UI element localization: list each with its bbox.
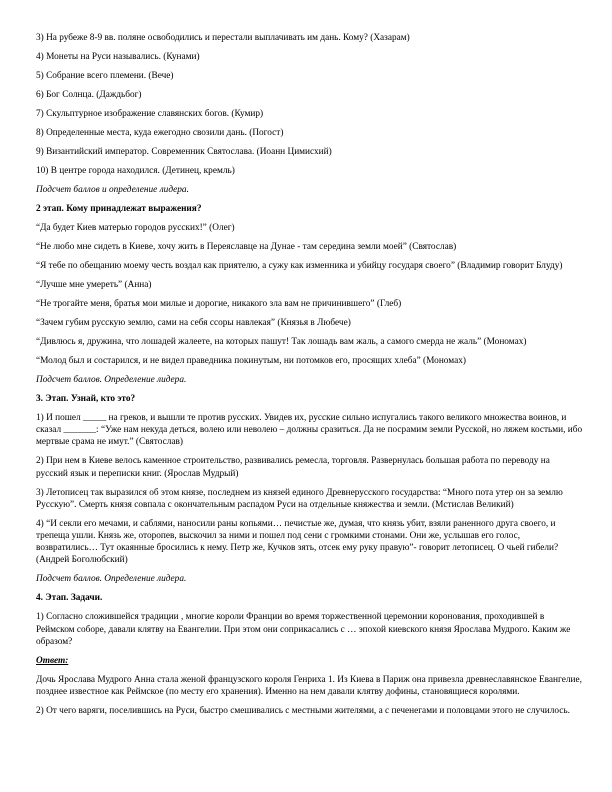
stage2-heading: 2 этап. Кому принадлежат выражения? <box>36 204 202 214</box>
stage3-item-1-start: 1) И пошел <box>36 413 83 423</box>
stage2-quote-2: “Не любо мне сидеть в Киеве, хочу жить в Переяславце на Дунае - там середина земли моей” (Святослав) <box>36 242 457 252</box>
stage1-item-5: 5) Собрание всего племени. (Вече) <box>36 71 174 81</box>
stage2-quote-5: “Не трогайте меня, братья мои милые и дорогие, никакого зла вам не причинившего” (Глеб) <box>36 299 402 309</box>
stage3-item-2: 2) При нем в Киеве велось каменное строительство, развивались ремесла, торговля. Развернулась большая работа по переводу на русский язык и переписки книг. (Ярослав Мудрый) <box>36 456 550 479</box>
stage3-item-1-middle: на греков, и вышли те против русских. Увидев их, русские сильно испугались такого великого множества воинов, и сказал <box>36 413 567 436</box>
stage2-quote-6: “Зачем губим русскую землю, сами на себя ссоры навлекая” (Князья в Любече) <box>36 318 351 328</box>
stage1-item-10: 10) В центре города находился. (Детинец, кремль) <box>36 166 235 176</box>
stage1-item-6: 6) Бог Солнца. (Даждьбог) <box>36 90 142 100</box>
document-page <box>36 32 584 724</box>
stage4-heading: 4. Этап. Задачи. <box>36 593 103 604</box>
stage3-item-1-blank-1: _____ <box>82 413 107 423</box>
stage3-item-1 <box>36 412 584 449</box>
stage3-item-4: 4) “И секли его мечами, и саблями, наносили раны копьями… печистые же, думая, что князь убит, взяли раненного друга своего, и трепеща ушли. Князь же, оторопев, выскочил за ними и пошел под сени с громкими стонами. Они же, услышав его голос, возвратились… Тут окаянные бросились к нему. Петр же, Кучков зять, отсек ему руку правую”- говорит летописец. О чьей гибели? (Андрей Боголюбский) <box>36 518 559 566</box>
stage2-scoring-note: Подсчет баллов. Определение лидера. <box>36 375 187 385</box>
answer-label: Ответ: <box>36 655 69 666</box>
stage1-item-9: 9) Византийский император. Современник Святослава. (Иоанн Цимисхий) <box>36 147 332 157</box>
stage1-item-7: 7) Скульптурное изображение славянских богов. (Кумир) <box>36 109 264 119</box>
stage2-quote-4: “Лучше мне умереть” (Анна) <box>36 280 152 290</box>
answer-text: Дочь Ярослава Мудрого Анна стала женой французского короля Генриха 1. Из Киева в Париж она привезла древнеславянское Евангелие, позднее известное как Реймское (по месту его хранения). Именно на нем давали клятву дофины, становящиеся королями. <box>36 674 582 698</box>
stage2-quote-3: “Я тебе по обещанию моему честь воздал как приятелю, а сужу как изменника и убийцу государя своего” (Владимир говорит Блуду) <box>36 261 563 271</box>
stage1-item-3: 3) На рубеже 8-9 вв. поляне освободились и перестали выплачивать им дань. Кому? (Хазарам) <box>36 33 410 43</box>
stage2-quote-8: “Молод был и состарился, и не видел праведника покинутым, ни потомков его, просящих хлеба” (Мономах) <box>36 356 466 366</box>
stage2-quote-1: “Да будет Киев матерью городов русских!” (Олег) <box>36 223 235 233</box>
stage2-quote-7: “Дивлюсь я, дружина, что лошадей жалеете, на которых пашут! Так лошадь вам жаль, а самого смерда не жаль” (Мономах) <box>36 337 527 347</box>
stage1-scoring-note: Подсчет баллов и определение лидера. <box>36 185 189 195</box>
stage1-item-8: 8) Определенные места, куда ежегодно свозили дань. (Погост) <box>36 128 284 138</box>
stage4-task-1: 1) Согласно сложившейся традиции , многие короли Франции во время торжественной церемонии коронования, проходившей в Реймском соборе, давали клятву на Евангелии. При этом они соприкасались с … эпохой киевского князя Ярослава Мудрого. Каким же образом? <box>36 612 571 647</box>
stage3-heading: 3. Этап. Узнай, кто это? <box>36 394 136 404</box>
stage3-scoring-note: Подсчет баллов. Определение лидера. <box>36 574 187 585</box>
stage3-item-1-end: : “Уже нам некуда деться, волею или неволею – должны сразиться. Да не посрамим земли Русской, но ляжем костьми, ибо мертвые срама не имут.” (Святослав) <box>36 425 583 448</box>
stage3-item-3: 3) Летописец так выразился об этом князе, последнем из князей единого Древнерусского государства: “Много пота утер он за землю Русскую”. Смерть князя совпала с окончательным распадом Руси на отдельные княжества и земли. (Мстислав Великий) <box>36 487 563 510</box>
stage1-item-4: 4) Монеты на Руси назывались. (Кунами) <box>36 52 200 62</box>
stage4-task-2: 2) От чего варяги, поселившись на Руси, быстро смешивались с местными жителями, а с печенегами и половцами этого не случилось. <box>36 706 570 717</box>
stage3-item-1-blank-2: _______ <box>63 425 97 436</box>
